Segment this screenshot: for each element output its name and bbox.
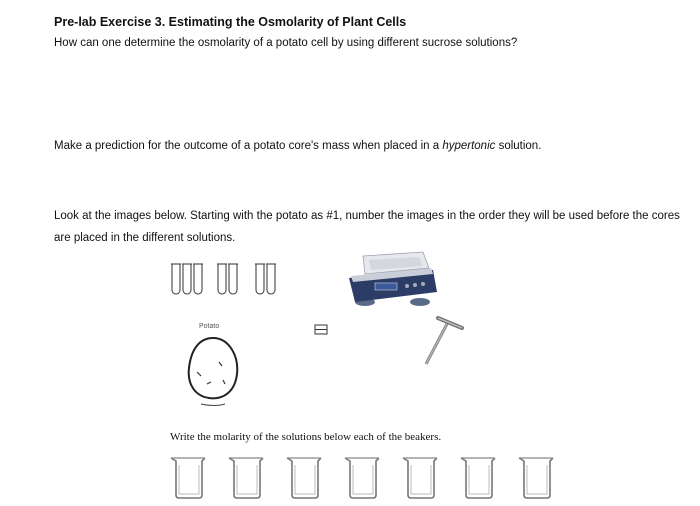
beaker-icon bbox=[284, 455, 324, 500]
test-tube bbox=[229, 264, 237, 294]
potato-label: Potato bbox=[199, 323, 220, 330]
test-tube bbox=[172, 264, 180, 294]
prediction-text-before: Make a prediction for the outcome of a potato core's mass when placed in a bbox=[54, 140, 443, 152]
razor-blade-image bbox=[314, 323, 328, 337]
exercise-title: Pre-lab Exercise 3. Estimating the Osmolarity of Plant Cells bbox=[54, 15, 407, 29]
test-tube bbox=[256, 264, 264, 294]
beaker-icon bbox=[226, 455, 266, 500]
test-tube bbox=[194, 264, 202, 294]
scale-display bbox=[375, 283, 397, 290]
beakers-instruction: Write the molarity of the solutions below each of the beakers. bbox=[170, 431, 442, 443]
beaker-icon bbox=[458, 455, 498, 500]
cork-borer-image bbox=[420, 312, 475, 372]
prediction-prompt bbox=[54, 140, 541, 152]
test-tube bbox=[218, 264, 226, 294]
test-tube bbox=[183, 264, 191, 294]
prediction-text-after: solution. bbox=[495, 140, 542, 152]
beaker-icon bbox=[516, 455, 556, 500]
exercise-question: How can one determine the osmolarity of a potato cell by using different sucrose solutions? bbox=[54, 37, 518, 49]
potato-image bbox=[185, 332, 241, 412]
test-tube bbox=[267, 264, 275, 294]
beaker-icon bbox=[400, 455, 440, 500]
ordering-instruction: Look at the images below. Starting with the potato as #1, number the images in the order they will be used before the cores are placed in the different solutions. bbox=[54, 210, 680, 244]
beaker-row bbox=[168, 455, 558, 500]
prediction-emphasis: hypertonic bbox=[442, 140, 496, 152]
balance-scale-image bbox=[345, 248, 440, 313]
beaker-icon bbox=[342, 455, 382, 500]
test-tubes-image bbox=[170, 262, 285, 296]
beaker-icon bbox=[168, 455, 208, 500]
